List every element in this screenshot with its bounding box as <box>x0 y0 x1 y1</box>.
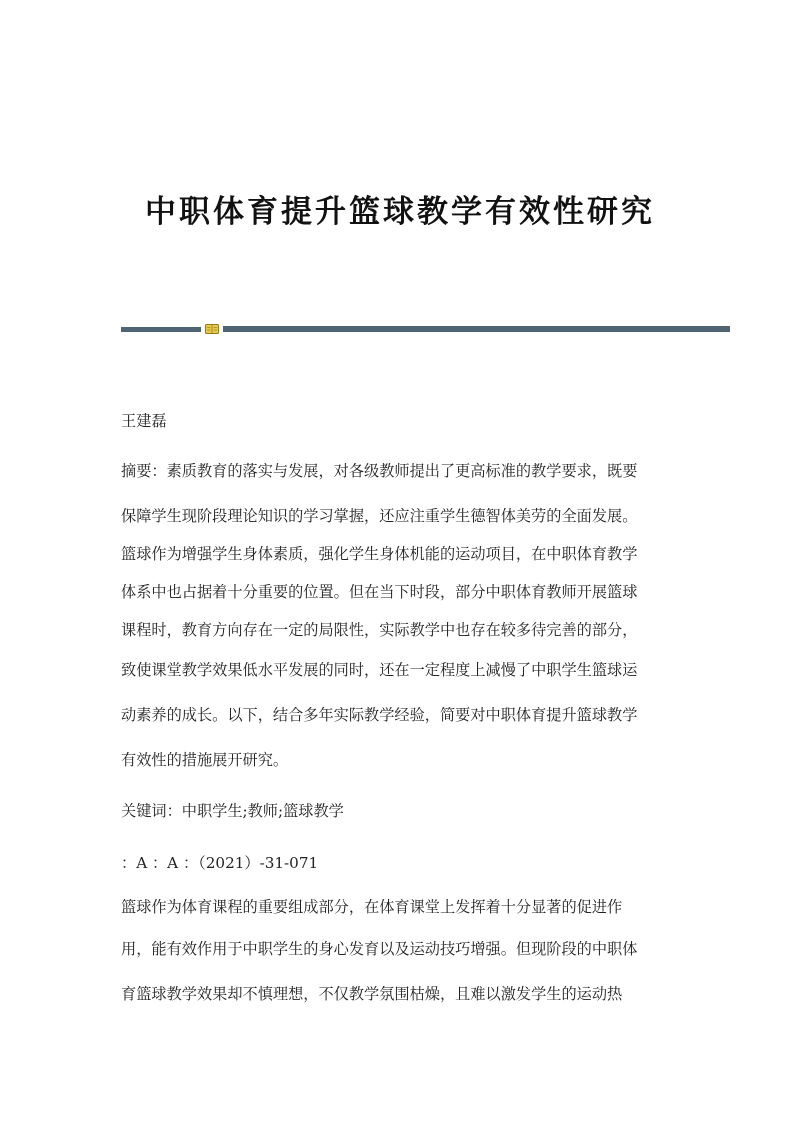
abstract-line: 保障学生现阶段理论知识的学习掌握，还应注重学生德智体美劳的全面发展。 <box>121 507 638 525</box>
abstract-line: 课程时，教育方向存在一定的局限性，实际教学中也存在较多待完善的部分， <box>121 621 638 639</box>
classification-code: ：A ：A ：（2021）-31-071 <box>121 854 319 872</box>
divider-bar-right <box>223 326 730 332</box>
book-icon <box>205 324 219 334</box>
divider-bar-left <box>121 327 201 332</box>
page-title: 中职体育提升篮球教学有效性研究 <box>145 194 655 230</box>
author-name: 王建磊 <box>121 412 167 430</box>
abstract-line: 致使课堂教学效果低水平发展的同时，还在一定程度上减慢了中职学生篮球运 <box>121 661 638 679</box>
abstract-line: 体系中也占据着十分重要的位置。但在当下时段，部分中职体育教师开展篮球 <box>121 583 638 601</box>
abstract-line: 摘要：素质教育的落实与发展，对各级教师提出了更高标准的教学要求，既要 <box>121 462 638 480</box>
body-line: 用，能有效作用于中职学生的身心发育以及运动技巧增强。但现阶段的中职体 <box>121 940 638 958</box>
abstract-line: 动素养的成长。以下，结合多年实际教学经验，简要对中职体育提升篮球教学 <box>121 706 638 724</box>
body-line: 育篮球教学效果却不慎理想，不仅教学氛围枯燥，且难以激发学生的运动热 <box>121 985 623 1003</box>
abstract-line: 篮球作为增强学生身体素质，强化学生身体机能的运动项目，在中职体育教学 <box>121 545 638 563</box>
keywords: 关键词：中职学生;教师;篮球教学 <box>121 802 344 820</box>
body-line: 篮球作为体育课程的重要组成部分，在体育课堂上发挥着十分显著的促进作 <box>121 898 623 916</box>
abstract-line: 有效性的措施展开研究。 <box>121 751 289 769</box>
title-divider <box>121 325 730 333</box>
